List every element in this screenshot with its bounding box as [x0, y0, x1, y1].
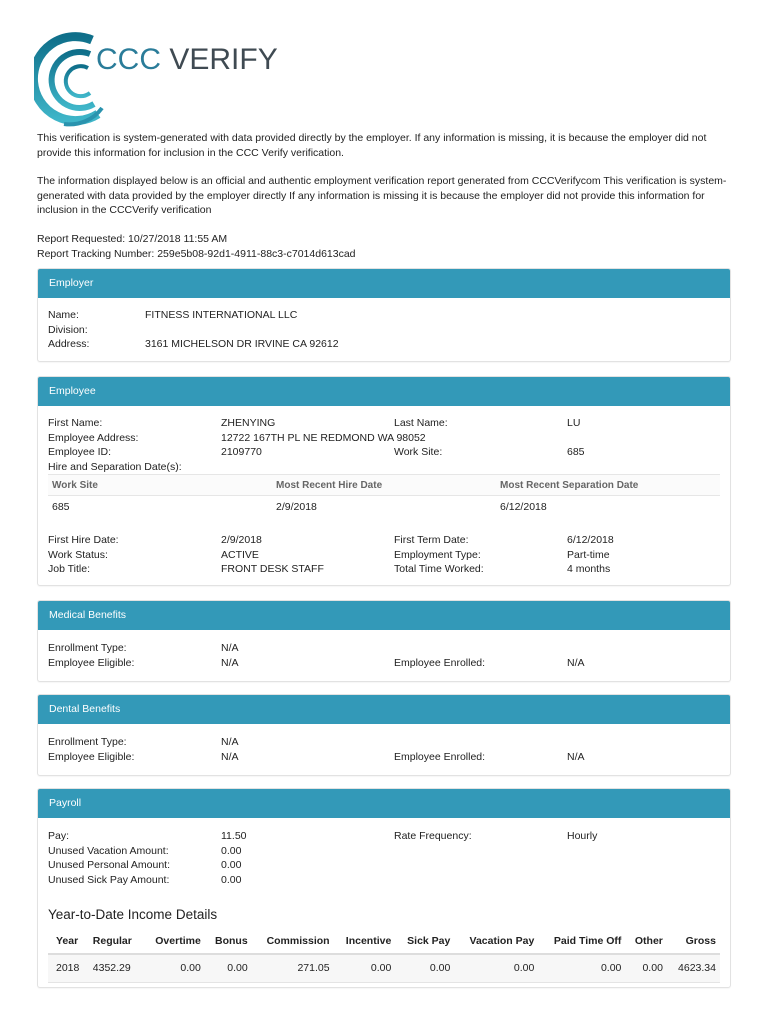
ytd-cell-regular: 4352.29 — [89, 954, 143, 982]
employer-name-label: Name: — [48, 309, 79, 321]
report-requested: Report Requested: 10/27/2018 11:55 AM — [37, 233, 228, 245]
ytd-cell-commission: 271.05 — [252, 954, 334, 982]
employee-panel-header: Employee — [38, 377, 730, 406]
logo-verify: VERIFY — [169, 43, 278, 76]
medical-benefits-panel — [37, 600, 731, 682]
ccc-verify-logo — [34, 30, 278, 130]
ytd-header-row — [48, 930, 720, 954]
rate-frequency-value: Hourly — [567, 830, 598, 842]
dental-enrollment-type-label: Enrollment Type: — [48, 736, 127, 748]
cell-work-site: 685 — [52, 501, 70, 513]
logo-ccc: CCC — [96, 43, 161, 76]
employee-panel — [37, 376, 731, 586]
job-title-label: Job Title: — [48, 563, 91, 575]
employer-panel-header: Employer — [38, 269, 730, 298]
work-site-value: 685 — [567, 446, 585, 458]
total-time-worked-value: 4 months — [567, 563, 611, 575]
ytd-col-paid-time-off: Paid Time Off — [538, 930, 625, 954]
unused-personal-label: Unused Personal Amount: — [48, 859, 170, 871]
payroll-panel — [37, 788, 731, 988]
ytd-col-overtime: Overtime — [143, 930, 205, 954]
work-status-value: ACTIVE — [221, 548, 259, 561]
first-name-label: First Name: — [48, 417, 103, 429]
col-most-recent-separation-date: Most Recent Separation Date — [500, 480, 639, 491]
first-term-date-value: 6/12/2018 — [567, 534, 614, 546]
ytd-col-gross: Gross — [667, 930, 720, 954]
total-time-worked-label: Total Time Worked: — [394, 563, 484, 575]
ytd-col-year: Year — [48, 930, 89, 954]
first-hire-date-value: 2/9/2018 — [221, 534, 262, 546]
ytd-income-table — [48, 930, 720, 983]
medical-enrolled-label: Employee Enrolled: — [394, 656, 486, 669]
employee-id-label: Employee ID: — [48, 446, 112, 458]
intro-paragraph-1: This verification is system-generated with data provided directly by the employer. If any information is missing, it is because the employer did not provide this information for inclusion in the CCC Verify verification. — [37, 132, 707, 159]
cell-hire-date: 2/9/2018 — [276, 501, 317, 513]
employee-id-value: 2109770 — [221, 446, 262, 458]
report-tracking-number: Report Tracking Number: 259e5b08-92d1-4911-88c3-c7014d613cad — [37, 247, 356, 260]
medical-benefits-header: Medical Benefits — [38, 601, 730, 630]
work-site-label: Work Site: — [394, 446, 443, 458]
unused-sick-label: Unused Sick Pay Amount: — [48, 873, 170, 886]
cell-separation-date: 6/12/2018 — [500, 501, 547, 513]
ytd-col-bonus: Bonus — [205, 930, 252, 954]
ytd-cell-year: 2018 — [48, 954, 89, 982]
dental-eligible-value: N/A — [221, 750, 239, 763]
unused-personal-value: 0.00 — [221, 859, 242, 871]
first-hire-date-label: First Hire Date: — [48, 534, 119, 546]
payroll-header: Payroll — [38, 789, 730, 818]
employee-address-value: 12722 167TH PL NE REDMOND WA 98052 — [221, 431, 426, 444]
ytd-cell-incentive: 0.00 — [334, 954, 396, 982]
ytd-cell-paid-time-off: 0.00 — [538, 954, 625, 982]
ytd-cell-overtime: 0.00 — [143, 954, 205, 982]
concentric-arcs-icon — [34, 30, 104, 130]
rate-frequency-label: Rate Frequency: — [394, 830, 472, 842]
ytd-cell-gross: 4623.34 — [667, 954, 720, 982]
logo-wordmark — [96, 42, 278, 78]
hire-separation-table-header — [48, 474, 720, 496]
medical-enrollment-type-value: N/A — [221, 642, 239, 654]
hire-separation-table — [48, 474, 720, 518]
unused-vacation-label: Unused Vacation Amount: — [48, 844, 169, 857]
ytd-col-commission: Commission — [252, 930, 334, 954]
col-most-recent-hire-date: Most Recent Hire Date — [276, 480, 383, 491]
work-status-label: Work Status: — [48, 548, 108, 561]
dental-enrolled-label: Employee Enrolled: — [394, 750, 486, 763]
medical-enrollment-type-label: Enrollment Type: — [48, 642, 127, 654]
hire-separation-label: Hire and Separation Date(s): — [48, 460, 182, 473]
ytd-cell-other: 0.00 — [625, 954, 667, 982]
dental-enrolled-value: N/A — [567, 750, 585, 763]
ytd-income-title: Year-to-Date Income Details — [48, 907, 218, 922]
unused-vacation-value: 0.00 — [221, 844, 242, 857]
last-name-value: LU — [567, 417, 581, 429]
ytd-col-incentive: Incentive — [334, 930, 396, 954]
ytd-cell-vacation-pay: 0.00 — [454, 954, 538, 982]
pay-label: Pay: — [48, 830, 70, 842]
ytd-col-vacation-pay: Vacation Pay — [454, 930, 538, 954]
table-row — [48, 496, 720, 518]
employer-panel — [37, 268, 731, 362]
job-title-value: FRONT DESK STAFF — [221, 563, 324, 575]
last-name-label: Last Name: — [394, 417, 448, 429]
employee-address-label: Employee Address: — [48, 431, 139, 444]
table-row — [48, 954, 720, 982]
employment-type-label: Employment Type: — [394, 548, 481, 561]
intro-paragraph-2: The information displayed below is an official and authentic employment verification report generated from CCCVerifycom This verification is system-generated with data provided by the employer directly If any information is missing it is because the employer did not provide this information for inclusion in the CCCVerify verification — [37, 175, 727, 216]
first-term-date-label: First Term Date: — [394, 534, 469, 546]
dental-benefits-panel — [37, 694, 731, 776]
medical-enrolled-value: N/A — [567, 656, 585, 669]
employer-name-value: FITNESS INTERNATIONAL LLC — [145, 309, 298, 321]
employer-address-label: Address: — [48, 338, 90, 350]
ytd-cell-sick-pay: 0.00 — [395, 954, 454, 982]
ytd-col-sick-pay: Sick Pay — [395, 930, 454, 954]
ytd-col-other: Other — [625, 930, 667, 954]
col-work-site: Work Site — [52, 480, 98, 491]
dental-eligible-label: Employee Eligible: — [48, 750, 135, 763]
dental-benefits-header: Dental Benefits — [38, 695, 730, 724]
unused-sick-value: 0.00 — [221, 873, 242, 886]
employment-type-value: Part-time — [567, 548, 610, 561]
first-name-value: ZHENYING — [221, 417, 276, 429]
employer-division-label: Division: — [48, 323, 88, 336]
dental-enrollment-type-value: N/A — [221, 736, 239, 748]
employer-address-value: 3161 MICHELSON DR IRVINE CA 92612 — [145, 338, 339, 350]
medical-eligible-label: Employee Eligible: — [48, 656, 135, 669]
ytd-cell-bonus: 0.00 — [205, 954, 252, 982]
ytd-col-regular: Regular — [89, 930, 143, 954]
report-info — [37, 232, 733, 261]
medical-eligible-value: N/A — [221, 656, 239, 669]
pay-value: 11.50 — [221, 830, 247, 842]
